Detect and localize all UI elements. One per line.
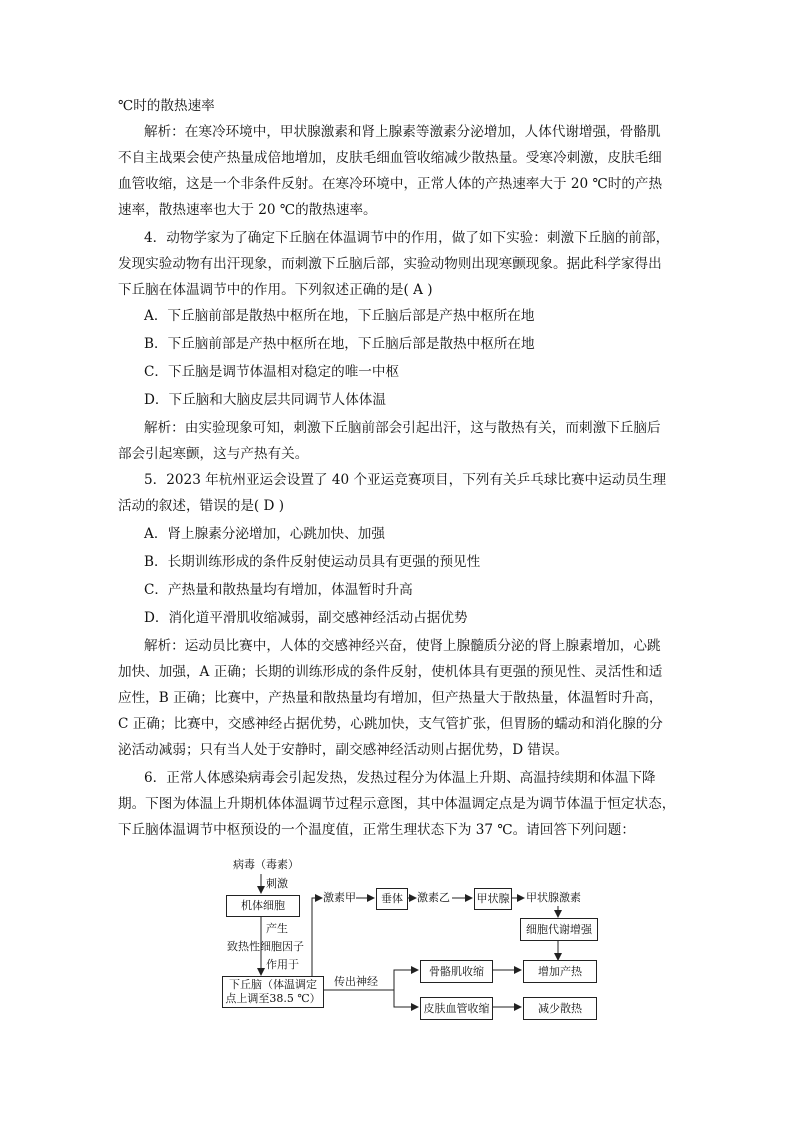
hypothalamus-line1: 下丘脑（体温调定 (229, 978, 317, 991)
text-line: 不自主战栗会使产热量成倍地增加，皮肤毛细血管收缩减少散热量。受寒冷刺激，皮肤毛细 (118, 150, 662, 166)
option-b: B．下丘脑前部是产热中枢所在地，下丘脑后部是散热中枢所在地 (144, 336, 535, 352)
option-a: A．下丘脑前部是散热中枢所在地，下丘脑后部是产热中枢所在地 (144, 308, 535, 324)
text-line: 活动的叙述，错误的是( D ) (118, 498, 285, 514)
pyrogen-label: 致热性细胞因子 (227, 940, 304, 953)
virus-label: 病毒（毒素） (233, 858, 299, 871)
text-line: 加快、加强，A 正确；长期的训练形成的条件反射，使机体具有更强的预见性、灵活性和适 (118, 664, 663, 680)
hormone-a-label: 激素甲 (323, 891, 356, 904)
more-heat-box: 增加产热 (523, 960, 597, 983)
text-line: 下丘脑在体温调节中的作用。下列叙述正确的是( A ) (118, 282, 433, 298)
option-c: C．下丘脑是调节体温相对稳定的唯一中枢 (144, 364, 400, 380)
produce-label: 产生 (266, 922, 288, 935)
option-d: D．下丘脑和大脑皮层共同调节人体体温 (144, 392, 386, 408)
text-line: 泌活动减弱；只有当人处于安静时，副交感神经活动则占据优势，D 错误。 (118, 742, 569, 758)
arrow-to-skin-vessel (394, 990, 418, 1007)
metabolism-box: 细胞代谢增强 (520, 918, 598, 941)
body-cells-box: 机体细胞 (226, 895, 300, 917)
skin-vessel-box: 皮肤血管收缩 (420, 997, 493, 1020)
hypothalamus-box (222, 976, 324, 1008)
question-5-stem: 5．2023 年杭州亚运会设置了 40 个亚运竞赛项目，下列有关乒乓球比赛中运动员生理 (144, 472, 667, 488)
text-line: 应性，B 正确；比赛中，产热量和散热量均有增加，但产热量大于散热量，体温暂时升高， (118, 690, 663, 706)
act-on-label: 作用于 (266, 958, 299, 971)
hypothalamus-line2: 点上调至38.5 ℃） (225, 992, 321, 1005)
muscle-contract-box: 骨骼肌收缩 (420, 960, 493, 983)
analysis: 解析：运动员比赛中，人体的交感神经兴奋，使肾上腺髓质分泌的肾上腺素增加，心跳 (144, 638, 661, 654)
option-a: A．肾上腺素分泌增加，心跳加快、加强 (144, 526, 385, 542)
text-line: 解析：在寒冷环境中，甲状腺激素和肾上腺素等激素分泌增加，人体代谢增强，骨骼肌 (144, 124, 661, 140)
thyroxine-label: 甲状腺激素 (526, 891, 581, 904)
text-line: C 正确；比赛中，交感神经占据优势，心跳加快，支气管扩张，但胃肠的蠕动和消化腺的分 (118, 716, 663, 732)
question-6-stem: 6．正常人体感染病毒会引起发热，发热过程分为体温上升期、高温持续期和体温下降 (144, 770, 656, 786)
text-line: ℃时的散热速率 (118, 98, 215, 114)
text-line: 速率，散热速率也大于 20 ℃的散热速率。 (118, 202, 377, 218)
text-line: 部会引起寒颤，这与产热有关。 (118, 446, 309, 462)
text-line: 下丘脑体温调节中枢预设的一个温度值，正常生理状态下为 37 ℃。请回答下列问题： (118, 822, 635, 838)
option-d: D．消化道平滑肌收缩减弱，副交感神经活动占据优势 (144, 610, 468, 626)
hormone-b-label: 激素乙 (417, 891, 450, 904)
option-c: C．产热量和散热量均有增加，体温暂时升高 (144, 582, 413, 598)
text-line: 血管收缩，这是一个非条件反射。在寒冷环境中，正常人体的产热速率大于 20 ℃时的产热 (118, 176, 663, 192)
thyroid-box: 甲状腺 (474, 888, 512, 910)
stimulate-label: 刺激 (266, 877, 288, 890)
analysis: 解析：由实验现象可知，刺激下丘脑前部会引起出汗，这与散热有关，而刺激下丘脑后 (144, 420, 661, 436)
text-line: 发现实验动物有出汗现象，而刺激下丘脑后部，实验动物则出现寒颤现象。据此科学家得出 (118, 256, 662, 272)
question-4-stem: 4．动物学家为了确定下丘脑在体温调节中的作用，做了如下实验：刺激下丘脑的前部， (144, 230, 670, 246)
text-line: 期。下图为体温上升期机体体温调节过程示意图，其中体温调定点是为调节体温于恒定状态， (118, 796, 676, 812)
arrow-to-muscle (394, 970, 418, 990)
pituitary-box: 垂体 (376, 888, 408, 910)
option-b: B．长期训练形成的条件反射使运动员具有更强的预见性 (144, 554, 481, 570)
efferent-nerve-label: 传出神经 (334, 975, 378, 988)
less-loss-box: 减少散热 (523, 997, 597, 1020)
